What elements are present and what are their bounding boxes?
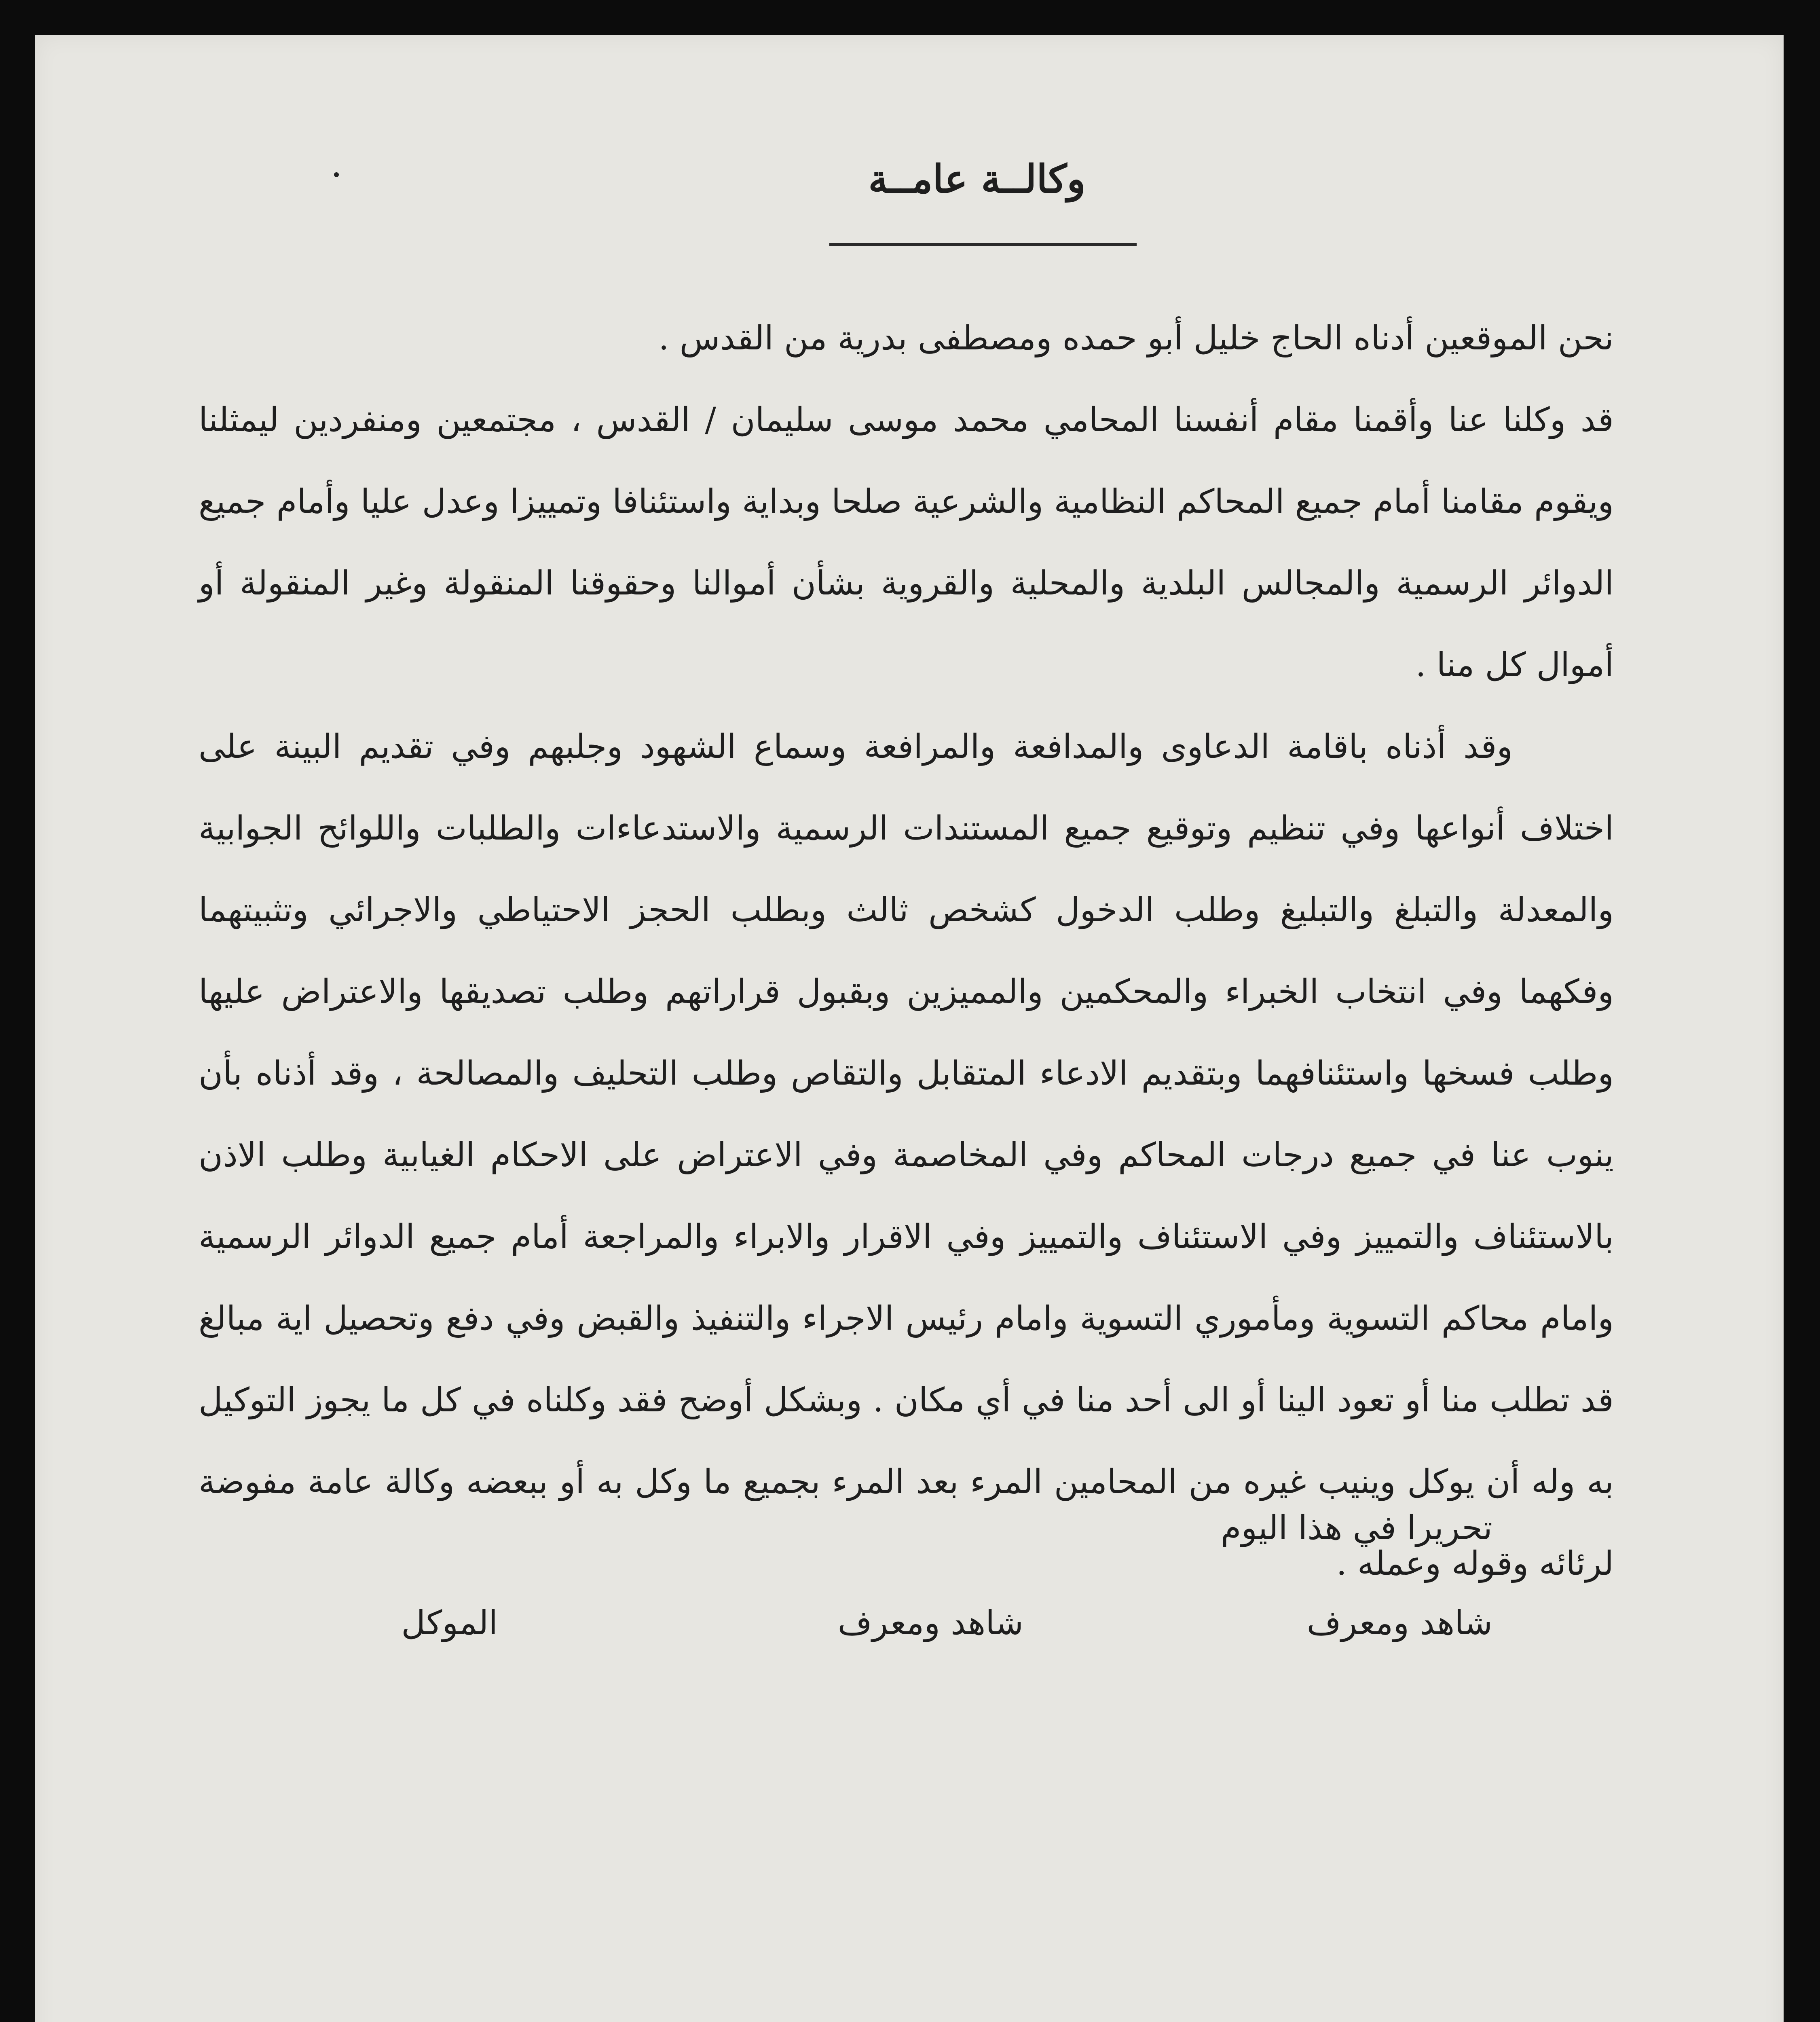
paragraph-powers: وقد أذناه باقامة الدعاوى والمدافعة والمرافعة وسماع الشهود وجلبهم وفي تقديم البينة على اختلاف أنواعها وفي تنظيم وتوقيع جميع المستندات الرسمية والاستدعاءات والطلبات واللوائح الجوابية والمعدلة والتبلغ والتبليغ وطلب الدخول كشخص ثالث وبطلب الحجز الاحتياطي والاجرائي وتثبيتهما وفكهما وفي انتخاب الخبراء والمحكمين والمميزين وبقبول قراراتهم وطلب تصديقها والاعتراض عليها وطلب فسخها واستئنافهما وبتقديم الادعاء المتقابل والتقاص وطلب التحليف والمصالحة ، وقد أذناه بأن ينوب عنا في جميع درجات المحاكم وفي المخاصمة وفي الاعتراض على الاحكام الغيابية وطلب الاذن بالاستئناف والتمييز وفي الاستئناف والتمييز وفي الاقرار والابراء والمراجعة أمام جميع الدوائر الرسمية وامام محاكم التسوية ومأموري التسوية وامام رئيس الاجراء والتنفيذ والقبض وفي دفع وتحصيل اية مبالغ قد تطلب منا أو تعود الينا أو الى أحد منا في أي مكان . وبشكل أوضح فقد وكلناه في كل ما يجوز التوكيل به وله أن يوكل وينيب غيره من المحامين المرء بعد المرء بجميع ما وكل به أو ببعضه وكالة عامة مفوضة لرئائه وقوله وعمله . xyxy=(199,728,1614,1583)
signature-principal: الموكل xyxy=(401,1604,498,1642)
signature-witness-1: شاهد ومعرف xyxy=(1306,1604,1492,1642)
title-underline xyxy=(829,243,1137,246)
document-body xyxy=(199,298,1614,1605)
closing-line: تحريرا في هذا اليوم xyxy=(1220,1509,1492,1547)
signature-witness-2: شاهد ومعرف xyxy=(837,1604,1023,1642)
document-page xyxy=(35,35,1784,2022)
paragraph-parties: نحن الموقعين أدناه الحاج خليل أبو حمده ومصطفى بدرية من القدس . xyxy=(658,319,1614,357)
paragraph-appointment: قد وكلنا عنا وأقمنا مقام أنفسنا المحامي محمد موسى سليمان / القدس ، مجتمعين ومنفردين ليمثلنا ويقوم مقامنا أمام جميع المحاكم النظامية والشرعية صلحا وبداية واستئنافا وتمييزا وعدل عليا وأمام جميع الدوائر الرسمية والمجالس البلدية والمحلية والقروية بشأن أموالنا وحقوقنا المنقولة وغير المنقولة أو أموال كل منا . xyxy=(199,401,1614,684)
document-title: وكالــة عامــة xyxy=(868,156,1086,202)
ink-speck xyxy=(334,172,339,177)
